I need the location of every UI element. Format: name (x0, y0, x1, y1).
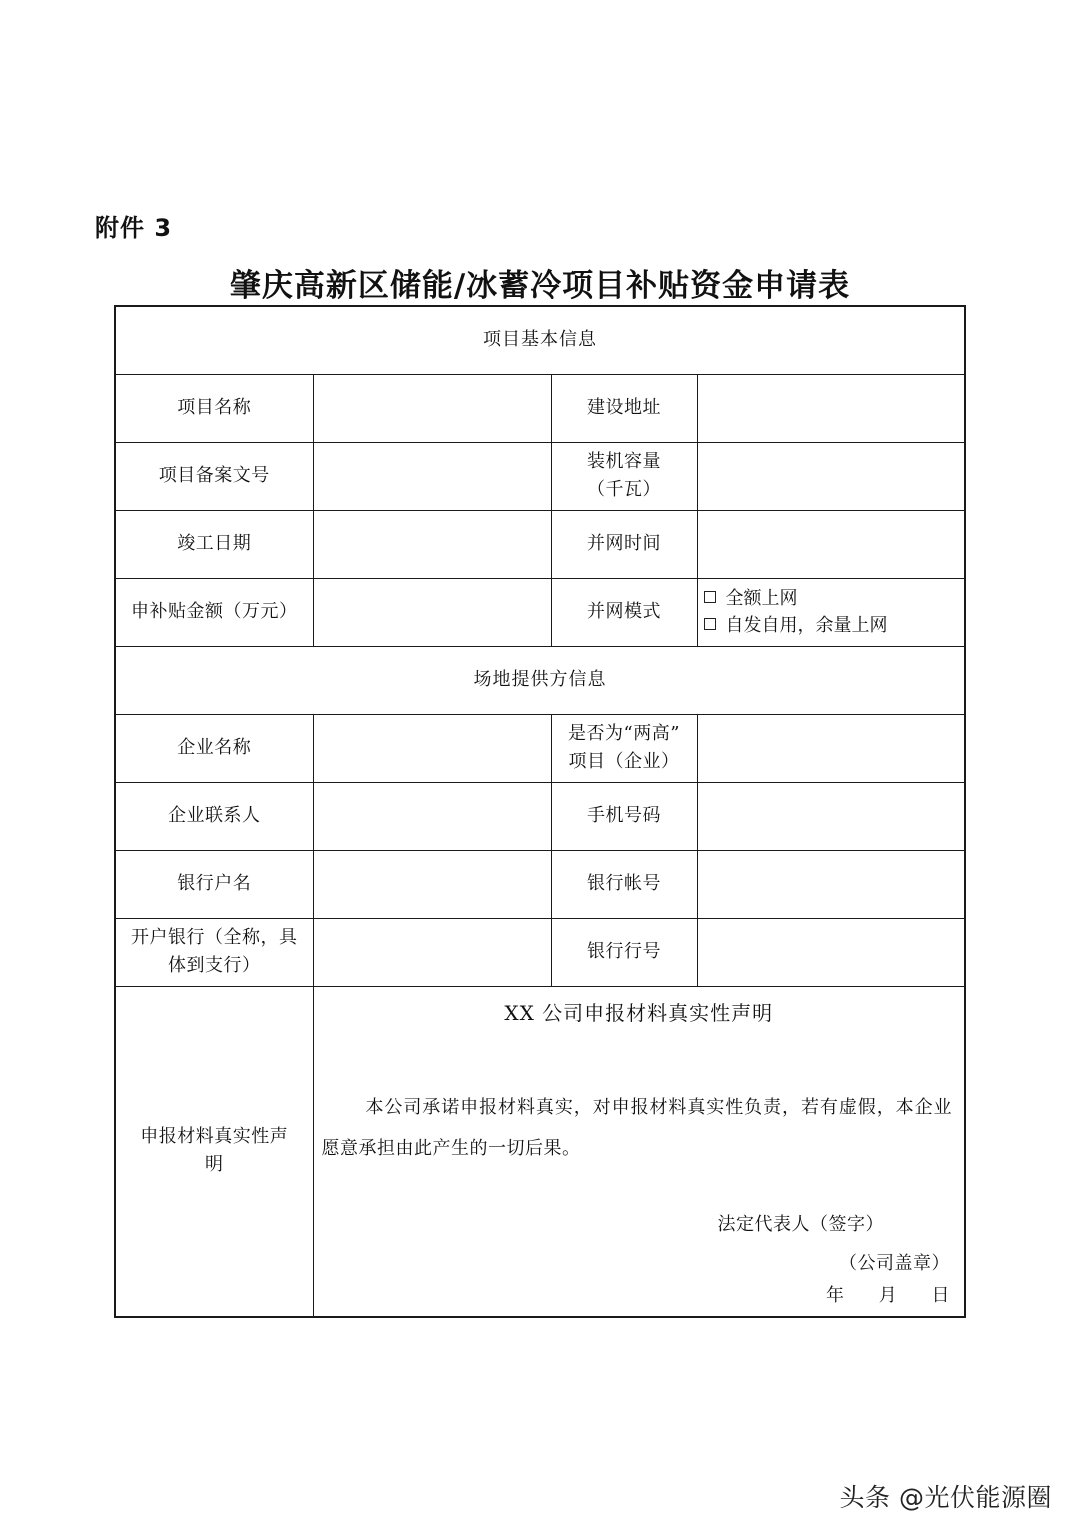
option-self-use[interactable] (704, 612, 959, 639)
table-row (115, 850, 965, 918)
table-row (115, 510, 965, 578)
field-company-contact[interactable] (313, 782, 551, 850)
label-grid-connection-mode: 并网模式 (551, 578, 697, 646)
label-bank-account-name: 银行户名 (115, 850, 313, 918)
field-filing-number[interactable] (313, 442, 551, 510)
field-project-name[interactable] (313, 374, 551, 442)
label-installed-capacity-text: 装机容量 (587, 451, 661, 472)
declaration-cell (313, 986, 965, 1317)
section-row-project-info (115, 306, 965, 374)
label-bank-account-number: 银行帐号 (551, 850, 697, 918)
declaration-body: 本公司承诺申报材料真实，对申报材料真实性负责，若有虚假，本企业愿意承担由此产生的一切后果。 (321, 1096, 952, 1159)
label-completion-date: 竣工日期 (115, 510, 313, 578)
field-bank-code[interactable] (697, 918, 965, 986)
section-header-site-provider: 场地提供方信息 (115, 646, 965, 714)
label-mobile-number: 手机号码 (551, 782, 697, 850)
option-full-grid-label: 全额上网 (725, 588, 798, 609)
field-grid-connection-time[interactable] (697, 510, 965, 578)
option-self-use-label: 自发自用，余量上网 (725, 615, 888, 636)
field-installed-capacity[interactable] (697, 442, 965, 510)
label-authenticity-line1: 申报材料真实性声 (140, 1126, 289, 1148)
attachment-label: 附件 3 (95, 214, 173, 242)
label-two-high-line1: 是否为“两高” (568, 723, 680, 744)
checkbox-icon[interactable] (704, 618, 716, 630)
label-opening-bank (115, 918, 313, 986)
label-installed-capacity (551, 442, 697, 510)
table-row (115, 578, 965, 646)
label-bank-code: 银行行号 (551, 918, 697, 986)
checkbox-icon[interactable] (704, 591, 716, 603)
label-subsidy-amount: 申补贴金额（万元） (115, 578, 313, 646)
label-company-name: 企业名称 (115, 714, 313, 782)
label-authenticity-line2: 明 (205, 1154, 224, 1176)
field-construction-address[interactable] (697, 374, 965, 442)
label-filing-number: 项目备案文号 (115, 442, 313, 510)
application-form-table (114, 305, 966, 1318)
table-row (115, 782, 965, 850)
table-row (115, 442, 965, 510)
field-completion-date[interactable] (313, 510, 551, 578)
label-authenticity-declaration (115, 986, 313, 1317)
section-header-project-info: 项目基本信息 (115, 306, 965, 374)
field-grid-connection-mode (697, 578, 965, 646)
signature-date[interactable]: 年 月 日 (826, 1284, 950, 1306)
label-installed-capacity-unit: （千瓦） (587, 479, 661, 500)
declaration-title: XX 公司申报材料真实性声明 (504, 1000, 774, 1025)
field-bank-account-name[interactable] (313, 850, 551, 918)
label-company-contact: 企业联系人 (115, 782, 313, 850)
label-construction-address: 建设地址 (551, 374, 697, 442)
legal-representative-signature[interactable]: 法定代表人（签字） (717, 1213, 884, 1235)
watermark: 头条 @光伏能源圈 (839, 1483, 1052, 1512)
table-row (115, 714, 965, 782)
label-grid-connection-time: 并网时间 (551, 510, 697, 578)
field-opening-bank[interactable] (313, 918, 551, 986)
field-subsidy-amount[interactable] (313, 578, 551, 646)
table-row (115, 918, 965, 986)
label-two-high-line2: 项目（企业） (568, 751, 680, 772)
field-two-high[interactable] (697, 714, 965, 782)
declaration-row (115, 986, 965, 1317)
label-opening-bank-line2: 体到支行） (168, 955, 261, 976)
label-opening-bank-line1: 开户银行（全称，具 (131, 927, 298, 948)
field-bank-account-number[interactable] (697, 850, 965, 918)
section-row-site-provider (115, 646, 965, 714)
company-seal: （公司盖章） (839, 1252, 950, 1274)
table-row (115, 374, 965, 442)
form-title: 肇庆高新区储能/冰蓄冷项目补贴资金申请表 (229, 268, 851, 304)
label-two-high (551, 714, 697, 782)
label-project-name: 项目名称 (115, 374, 313, 442)
field-company-name[interactable] (313, 714, 551, 782)
field-mobile-number[interactable] (697, 782, 965, 850)
option-full-grid[interactable] (704, 585, 959, 612)
